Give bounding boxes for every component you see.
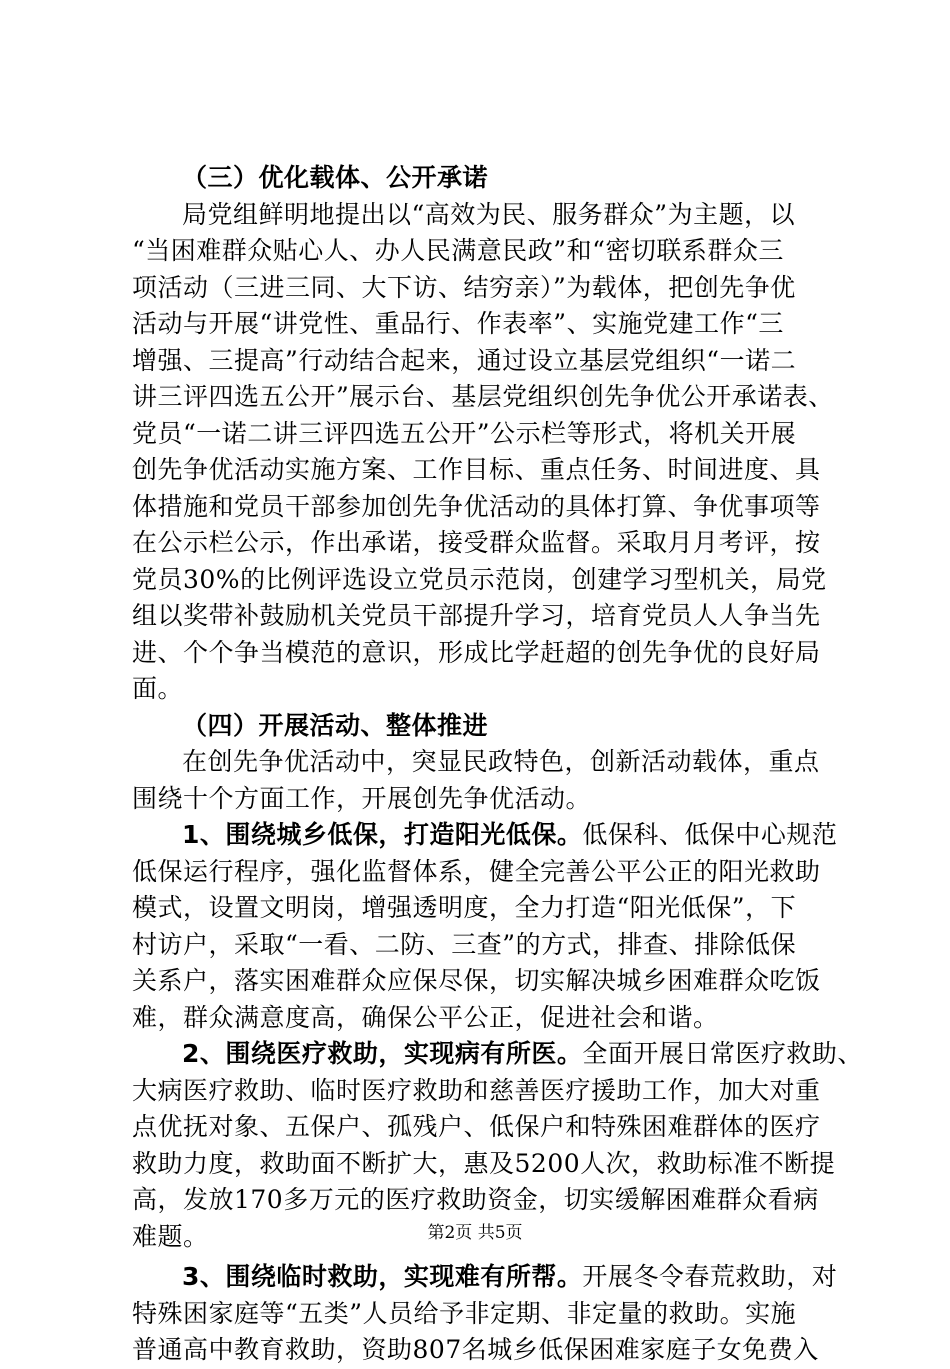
paragraph-line: 党员30%的比例评选设立党员示范岗，创建学习型机关，局党: [132, 564, 827, 594]
paragraph-line: 局党组鲜明地提出以“高效为民、服务群众”为主题，以: [182, 199, 796, 229]
item-3-title: 3、围绕临时救助，实现难有所帮。: [182, 1262, 583, 1291]
paragraph-line: 活动与开展“讲党性、重品行、作表率”、实施党建工作“三: [132, 309, 784, 338]
page-number-footer: 第2页 共5页: [427, 1223, 523, 1243]
item-1-title: 1、围绕城乡低保，打造阳光低保。: [182, 820, 583, 849]
section-heading-3: （三）优化载体、公开承诺: [182, 163, 489, 192]
paragraph-line: 在创先争优活动中，突显民政特色，创新活动载体，重点: [182, 747, 820, 776]
paragraph-line: 讲三评四选五公开”展示台、基层党组织创先争优公开承诺表、: [132, 382, 834, 411]
item-1-text: 低保科、低保中心规范: [582, 820, 838, 849]
item-3-text: 开展冬令春荒救助，对: [582, 1262, 838, 1291]
item-2-first-line: [132, 1036, 863, 1073]
paragraph-line: 点优抚对象、五保户、孤残户、低保户和特殊困难群体的医疗: [132, 1112, 821, 1141]
section-heading-4: （四）开展活动、整体推进: [182, 710, 489, 740]
paragraph-line: 难，群众满意度高，确保公平公正，促进社会和谐。: [132, 1002, 719, 1032]
paragraph-line: 关系户，落实困难群众应保尽保，切实解决城乡困难群众吃饭: [132, 966, 821, 995]
paragraph-line: 组以奖带补鼓励机关党员干部提升学习，培育党员人人争当先: [132, 601, 821, 630]
paragraph-line: 面。: [132, 674, 184, 703]
paragraph-line: 高，发放170多万元的医疗救助资金，切实缓解困难群众看病: [132, 1185, 819, 1214]
document-body: [132, 160, 863, 1369]
item-1-first-line: [132, 817, 838, 854]
paragraph-line: 低保运行程序，强化监督体系，健全完善公平公正的阳光救助: [132, 856, 821, 886]
item-3-first-line: [132, 1259, 838, 1296]
paragraph-line: 创先争优活动实施方案、工作目标、重点任务、时间进度、具: [132, 455, 821, 484]
paragraph-line: 党员“一诺二讲三评四选五公开”公示栏等形式，将机关开展: [132, 418, 797, 448]
paragraph-line: 进、个个争当模范的意识，形成比学赶超的创先争优的良好局: [132, 637, 821, 667]
paragraph-line: 大病医疗救助、临时医疗救助和慈善医疗援助工作，加大对重: [132, 1075, 821, 1105]
paragraph-line: 难题。: [132, 1221, 209, 1251]
paragraph-line: 普通高中教育救助，资助807名城乡低保困难家庭子女免费入: [132, 1335, 819, 1364]
paragraph-line: 特殊困家庭等“五类”人员给予非定期、非定量的救助。实施: [132, 1298, 797, 1328]
paragraph-line: 在公示栏公示，作出承诺，接受群众监督。采取月月考评，按: [132, 528, 821, 557]
paragraph-line: 体措施和党员干部参加创先争优活动的具体打算、争优事项等: [132, 491, 821, 521]
paragraph-line: 模式，设置文明岗，增强透明度，全力打造“阳光低保”，下: [132, 893, 797, 922]
paragraph-line: “当困难群众贴心人、办人民满意民政”和“密切联系群众三: [132, 236, 784, 265]
paragraph-line: 项活动（三进三同、大下访、结穷亲）”为载体，把创先争优: [132, 272, 796, 302]
item-2-title: 2、围绕医疗救助，实现病有所医。: [182, 1039, 583, 1068]
paragraph-line: 增强、三提高”行动结合起来，通过设立基层党组织“一诺二: [132, 345, 797, 375]
paragraph-line: 村访户，采取“一看、二防、三查”的方式，排查、排除低保: [132, 929, 797, 959]
paragraph-line: 围绕十个方面工作，开展创先争优活动。: [132, 783, 592, 813]
item-2-text: 全面开展日常医疗救助、: [582, 1039, 863, 1068]
paragraph-line: 救助力度，救助面不断扩大，惠及5200人次，救助标准不断提: [132, 1148, 836, 1178]
